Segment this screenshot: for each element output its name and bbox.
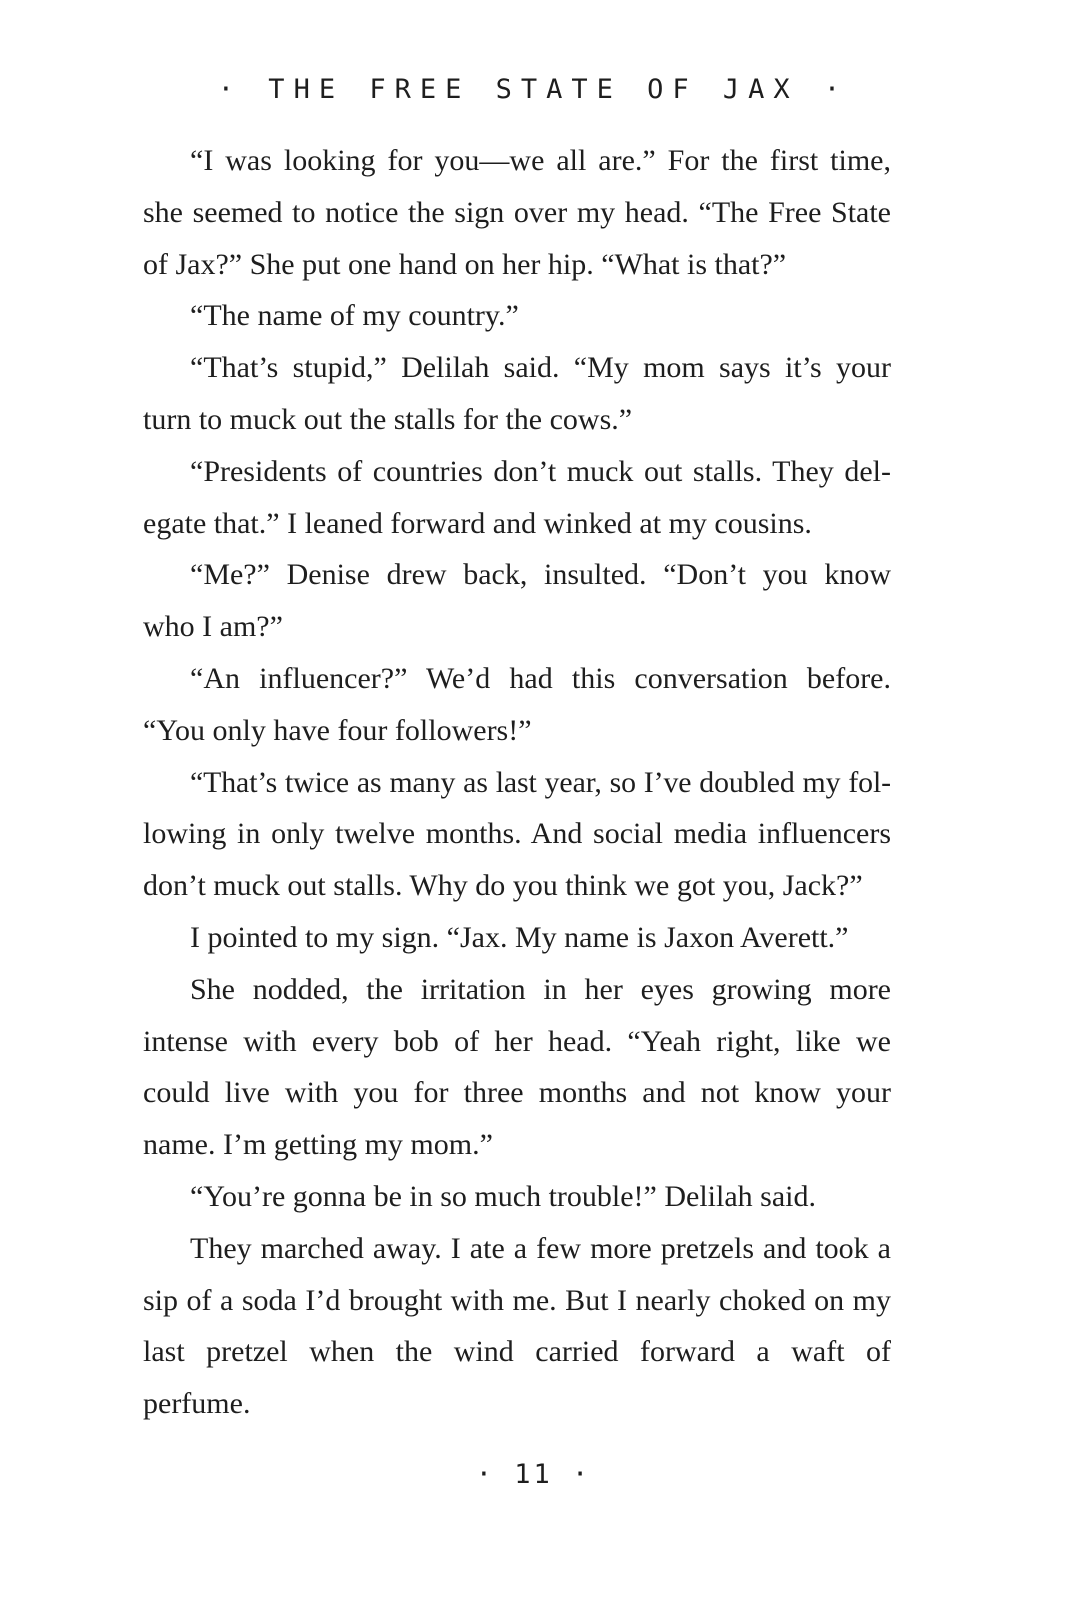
text-line: “That’s twice as many as last year, so I’ve doubled my fol- — [190, 765, 891, 799]
running-head: · THE FREE STATE OF JAX · — [217, 74, 850, 105]
text-line: perfume. — [143, 1387, 251, 1421]
text-line: “You only have four followers!” — [143, 713, 532, 747]
text-line: They marched away. I ate a few more pretzels and took a — [190, 1231, 891, 1265]
text-line: “Me?” Denise drew back, insulted. “Don’t you know — [190, 558, 891, 592]
text-line: “That’s stupid,” Delilah said. “My mom says it’s your — [190, 351, 891, 385]
text-line: intense with every bob of her head. “Yeah right, like we — [143, 1024, 891, 1058]
text-line: I pointed to my sign. “Jax. My name is Jaxon Averett.” — [190, 920, 849, 954]
text-line: egate that.” I leaned forward and winked at my cousins. — [143, 506, 812, 540]
text-line: could live with you for three months and not know your — [143, 1076, 891, 1110]
text-line: “I was looking for you—we all are.” For the first time, — [190, 144, 891, 177]
text-line: She nodded, the irritation in her eyes growing more — [190, 972, 891, 1006]
text-line: name. I’m getting my mom.” — [143, 1128, 493, 1162]
text-line: “You’re gonna be in so much trouble!” Delilah said. — [190, 1179, 816, 1213]
page-number: · 11 · — [475, 1459, 592, 1490]
text-line: lowing in only twelve months. And social media influencers — [143, 817, 891, 851]
text-line: sip of a soda I’d brought with me. But I nearly choked on my — [143, 1283, 891, 1317]
text-line: who I am?” — [143, 610, 283, 644]
text-line: turn to muck out the stalls for the cows.” — [143, 402, 633, 436]
text-line: “Presidents of countries don’t muck out stalls. They del- — [190, 454, 891, 488]
text-line: don’t muck out stalls. Why do you think we got you, Jack?” — [143, 869, 863, 903]
text-line: of Jax?” She put one hand on her hip. “What is that?” — [143, 247, 787, 281]
text-line: she seemed to notice the sign over my head. “The Free State — [143, 195, 891, 229]
text-line: “An influencer?” We’d had this conversation before. — [190, 661, 891, 695]
text-line: “The name of my country.” — [190, 299, 519, 333]
body-text — [143, 135, 891, 1430]
text-line: last pretzel when the wind carried forward a waft of — [143, 1335, 891, 1369]
